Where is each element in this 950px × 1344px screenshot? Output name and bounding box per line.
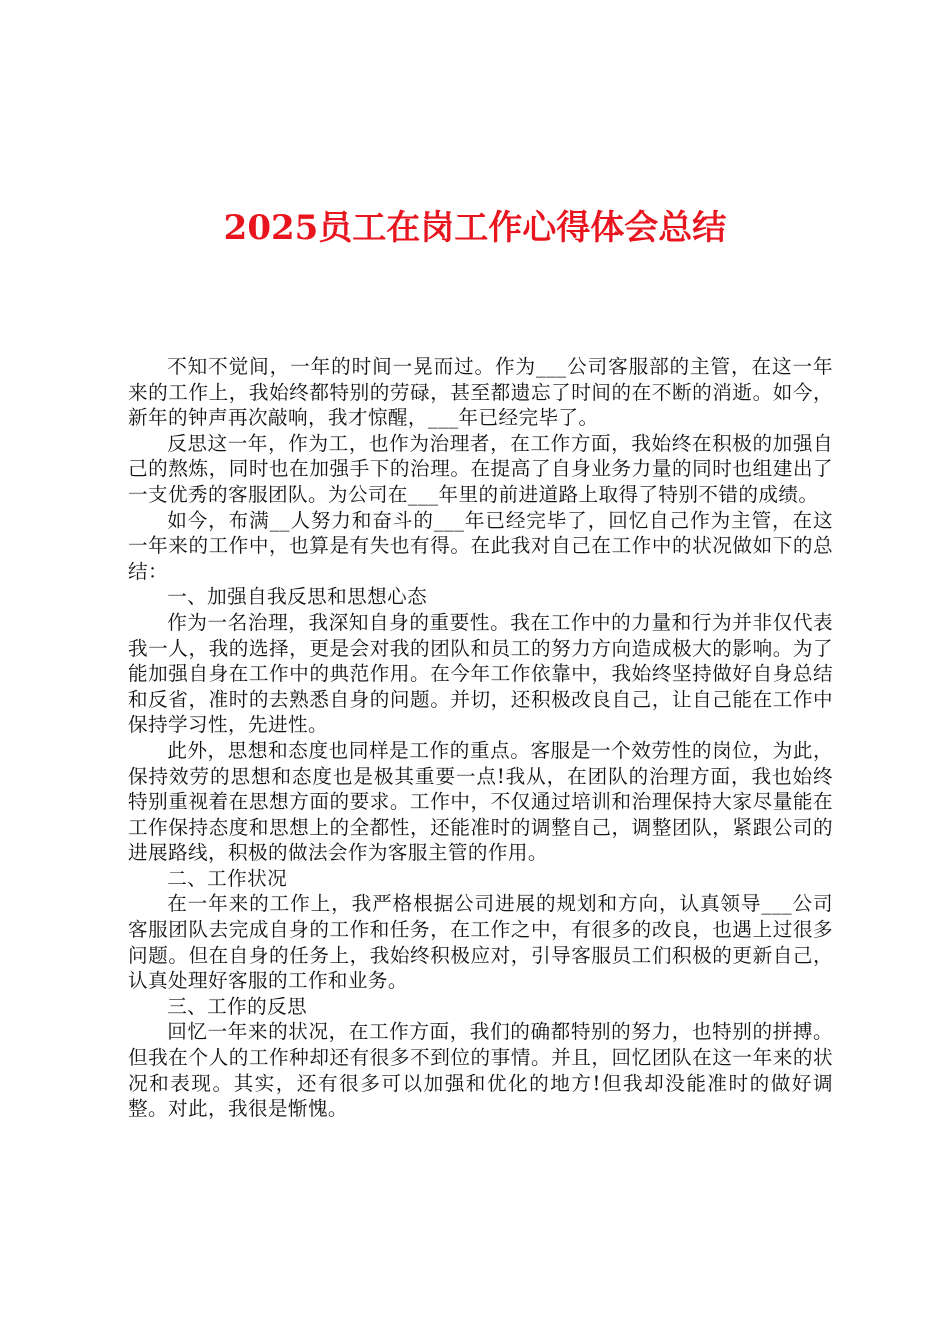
paragraph: 此外，思想和态度也同样是工作的重点。客服是一个效劳性的岗位，为此，保持效劳的思想和态度也是极其重要一点!我从，在团队的治理方面，我也始终特别重视着在思想方面的要求。工作中，不仅通过培训和治理保持大家尽量能在工作保持态度和思想上的全都性，还能准时的调整自己，调整团队，紧跟公司的进展路线，积极的做法会作为客服主管的作用。 xyxy=(128,738,833,865)
document-body xyxy=(128,354,833,1122)
paragraph: 在一年来的工作上，我严格根据公司进展的规划和方向，认真领导___公司客服团队去完成自身的工作和任务，在工作之中，有很多的改良，也遇上过很多问题。但在自身的任务上，我始终积极应对，引导客服员工们积极的更新自己，认真处理好客服的工作和业务。 xyxy=(128,892,833,993)
section-heading: 三、工作的反思 xyxy=(167,994,308,1018)
document-title: 2025员工在岗工作心得体会总结 xyxy=(223,208,727,248)
paragraph: 反思这一年，作为工，也作为治理者，在工作方面，我始终在积极的加强自己的熬炼，同时也在加强手下的治理。在提高了自身业务力量的同时也组建出了一支优秀的客服团队。为公司在___年里的前进道路上取得了特别不错的成绩。 xyxy=(128,431,833,506)
paragraph: 作为一名治理，我深知自身的重要性。我在工作中的力量和行为并非仅代表我一人，我的选择，更是会对我的团队和员工的努力方向造成极大的影响。为了能加强自身在工作中的典范作用。在今年工作依靠中，我始终坚持做好自身总结和反省，准时的去熟悉自身的问题。并切，还积极改良自己，让自己能在工作中保持学习性，先进性。 xyxy=(128,610,833,737)
section-heading: 二、工作状况 xyxy=(167,866,288,890)
section-heading: 一、加强自我反思和思想心态 xyxy=(167,585,428,609)
paragraph: 不知不觉间，一年的时间一晃而过。作为___公司客服部的主管，在这一年来的工作上，我始终都特别的劳碌，甚至都遗忘了时间的在不断的消逝。如今，新年的钟声再次敲响，我才惊醒，___年已经完毕了。 xyxy=(128,355,833,430)
paragraph: 回忆一年来的状况，在工作方面，我们的确都特别的努力，也特别的拼搏。但我在个人的工作种却还有很多不到位的事情。并且，回忆团队在这一年来的状况和表现。其实，还有很多可以加强和优化的地方!但我却没能准时的做好调整。对此，我很是惭愧。 xyxy=(128,1020,833,1121)
paragraph: 如今，布满__人努力和奋斗的___年已经完毕了，回忆自己作为主管，在这一年来的工作中，也算是有失也有得。在此我对自己在工作中的状况做如下的总结： xyxy=(128,508,833,583)
